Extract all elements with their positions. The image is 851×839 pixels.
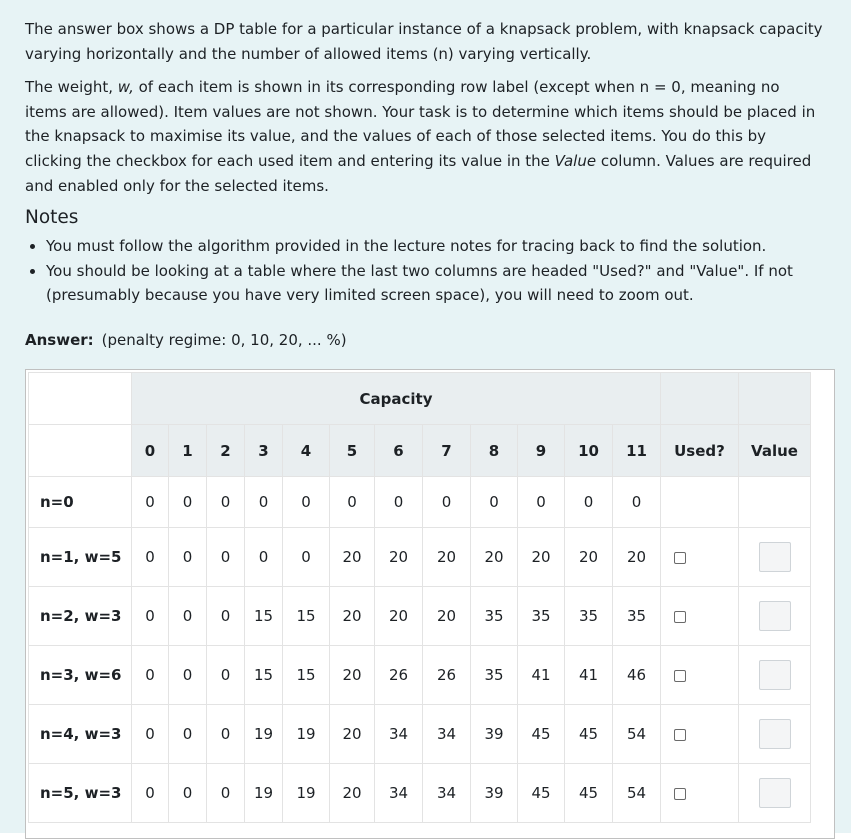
used-checkbox[interactable] [674, 670, 686, 682]
value-input[interactable] [759, 601, 791, 631]
dp-cell: 54 [613, 705, 661, 764]
dp-table [28, 372, 811, 823]
dp-cell: 20 [423, 528, 471, 587]
value-input[interactable] [759, 778, 791, 808]
dp-cell: 54 [613, 764, 661, 823]
dp-cell: 19 [245, 764, 283, 823]
used-column-header: Used? [661, 425, 739, 477]
dp-cell: 35 [471, 646, 518, 705]
answer-line [25, 328, 826, 352]
intro-paragraph-2 [25, 75, 826, 198]
dp-cell: 20 [471, 528, 518, 587]
dp-cell: 46 [613, 646, 661, 705]
dp-cell: 0 [169, 528, 207, 587]
dp-cell: 0 [518, 477, 565, 528]
capacity-col-header: 11 [613, 425, 661, 477]
row-label: n=5, w=3 [29, 764, 132, 823]
corner-cell [29, 425, 132, 477]
intro-p2-text-a: The weight, [25, 78, 118, 97]
capacity-col-header: 3 [245, 425, 283, 477]
row-label: n=4, w=3 [29, 705, 132, 764]
value-cell [739, 587, 811, 646]
dp-cell: 0 [375, 477, 423, 528]
value-cell [739, 705, 811, 764]
dp-cell: 20 [330, 764, 375, 823]
corner-cell [29, 373, 132, 425]
used-checkbox[interactable] [674, 611, 686, 623]
dp-cell: 19 [245, 705, 283, 764]
dp-cell: 0 [132, 587, 169, 646]
capacity-col-header: 10 [565, 425, 613, 477]
value-cell [739, 764, 811, 823]
penalty-regime: (penalty regime: 0, 10, 20, ... %) [101, 330, 347, 349]
value-cell [739, 477, 811, 528]
row-label: n=3, w=6 [29, 646, 132, 705]
notes-list [25, 234, 826, 308]
dp-cell: 0 [207, 528, 245, 587]
capacity-col-header: 6 [375, 425, 423, 477]
dp-cell: 34 [423, 705, 471, 764]
row-label: n=1, w=5 [29, 528, 132, 587]
dp-cell: 45 [565, 705, 613, 764]
dp-cell: 20 [518, 528, 565, 587]
used-cell [661, 477, 739, 528]
row-label: n=2, w=3 [29, 587, 132, 646]
table-row [29, 764, 811, 823]
dp-cell: 20 [613, 528, 661, 587]
value-cell [739, 528, 811, 587]
dp-cell: 0 [423, 477, 471, 528]
dp-cell: 45 [518, 764, 565, 823]
answer-label: Answer: [25, 330, 94, 349]
dp-cell: 0 [283, 528, 330, 587]
capacity-col-header: 1 [169, 425, 207, 477]
table-row [29, 477, 811, 528]
value-input[interactable] [759, 719, 791, 749]
dp-cell: 0 [471, 477, 518, 528]
dp-cell: 0 [207, 764, 245, 823]
dp-cell: 0 [169, 646, 207, 705]
used-checkbox[interactable] [674, 552, 686, 564]
dp-cell: 0 [169, 477, 207, 528]
dp-cell: 0 [207, 705, 245, 764]
note-item: • You must follow the algorithm provided in the lecture notes for tracing back to find the solution. [46, 234, 826, 259]
dp-cell: 0 [613, 477, 661, 528]
capacity-col-header: 0 [132, 425, 169, 477]
table-row [29, 705, 811, 764]
dp-cell: 26 [423, 646, 471, 705]
table-row [29, 587, 811, 646]
dp-cell: 0 [132, 528, 169, 587]
dp-cell: 0 [207, 477, 245, 528]
notes-heading: Notes [25, 207, 79, 229]
dp-cell: 35 [471, 587, 518, 646]
dp-cell: 0 [132, 477, 169, 528]
dp-cell: 0 [169, 764, 207, 823]
dp-cell: 15 [245, 646, 283, 705]
note-item: • You should be looking at a table where the last two columns are headed "Used?" and "Value". If not (presumably because you have very limited screen space), you will need to zoom out. [46, 259, 826, 308]
used-checkbox[interactable] [674, 729, 686, 741]
dp-cell: 45 [518, 705, 565, 764]
dp-cell: 0 [207, 587, 245, 646]
dp-cell: 20 [375, 587, 423, 646]
capacity-col-header: 8 [471, 425, 518, 477]
dp-cell: 0 [132, 764, 169, 823]
dp-cell: 0 [565, 477, 613, 528]
dp-cell: 19 [283, 764, 330, 823]
dp-cell: 0 [330, 477, 375, 528]
dp-cell: 20 [423, 587, 471, 646]
used-cell [661, 764, 739, 823]
dp-cell: 0 [283, 477, 330, 528]
dp-cell: 0 [132, 705, 169, 764]
dp-cell: 26 [375, 646, 423, 705]
value-header-blank [739, 373, 811, 425]
intro-p1-text: The answer box shows a DP table for a particular instance of a knapsack problem, with knapsack capacity varying horizontally and the number of allowed items (n) varying vertically. [25, 20, 823, 63]
dp-cell: 35 [613, 587, 661, 646]
intro-p2-value: Value [554, 151, 597, 170]
dp-cell: 34 [423, 764, 471, 823]
used-cell [661, 705, 739, 764]
intro-p2-text-b: of each item is shown in its corresponding row label (except when n = 0, meaning no items are allowed). Item values are not shown. Your task is to determine which items should be placed in the knapsack to maximise its value, and the values of each of those selected items. You do this by clicking the checkbox for each used item and entering its value in the [25, 78, 816, 170]
dp-cell: 35 [518, 587, 565, 646]
used-cell [661, 528, 739, 587]
dp-cell: 15 [283, 587, 330, 646]
dp-cell: 41 [565, 646, 613, 705]
dp-cell: 35 [565, 587, 613, 646]
capacity-header: Capacity [132, 373, 661, 425]
answer-box [25, 369, 835, 839]
table-row [29, 528, 811, 587]
used-cell [661, 587, 739, 646]
intro-p2-text-c: column. Values are required and enabled only for the selected items. [25, 151, 812, 195]
dp-cell: 20 [565, 528, 613, 587]
dp-cell: 39 [471, 705, 518, 764]
value-input[interactable] [759, 660, 791, 690]
dp-cell: 0 [245, 477, 283, 528]
dp-cell: 45 [565, 764, 613, 823]
dp-cell: 19 [283, 705, 330, 764]
capacity-header-row [29, 373, 811, 425]
dp-cell: 20 [375, 528, 423, 587]
dp-cell: 34 [375, 764, 423, 823]
dp-cell: 0 [207, 646, 245, 705]
dp-cell: 20 [330, 705, 375, 764]
table-row [29, 646, 811, 705]
dp-cell: 15 [245, 587, 283, 646]
dp-cell: 34 [375, 705, 423, 764]
capacity-col-header: 5 [330, 425, 375, 477]
capacity-col-header: 7 [423, 425, 471, 477]
intro-p2-w: w, [117, 78, 134, 97]
dp-cell: 0 [245, 528, 283, 587]
capacity-col-header: 4 [283, 425, 330, 477]
dp-cell: 39 [471, 764, 518, 823]
capacity-values-row [29, 425, 811, 477]
row-label: n=0 [29, 477, 132, 528]
intro-paragraph-1 [25, 17, 826, 66]
used-checkbox[interactable] [674, 788, 686, 800]
value-input[interactable] [759, 542, 791, 572]
dp-cell: 41 [518, 646, 565, 705]
value-cell [739, 646, 811, 705]
dp-cell: 15 [283, 646, 330, 705]
dp-cell: 20 [330, 528, 375, 587]
used-header-blank [661, 373, 739, 425]
dp-cell: 20 [330, 587, 375, 646]
used-cell [661, 646, 739, 705]
capacity-col-header: 2 [207, 425, 245, 477]
capacity-col-header: 9 [518, 425, 565, 477]
dp-cell: 0 [169, 587, 207, 646]
dp-cell: 20 [330, 646, 375, 705]
dp-cell: 0 [169, 705, 207, 764]
value-column-header: Value [739, 425, 811, 477]
dp-cell: 0 [132, 646, 169, 705]
